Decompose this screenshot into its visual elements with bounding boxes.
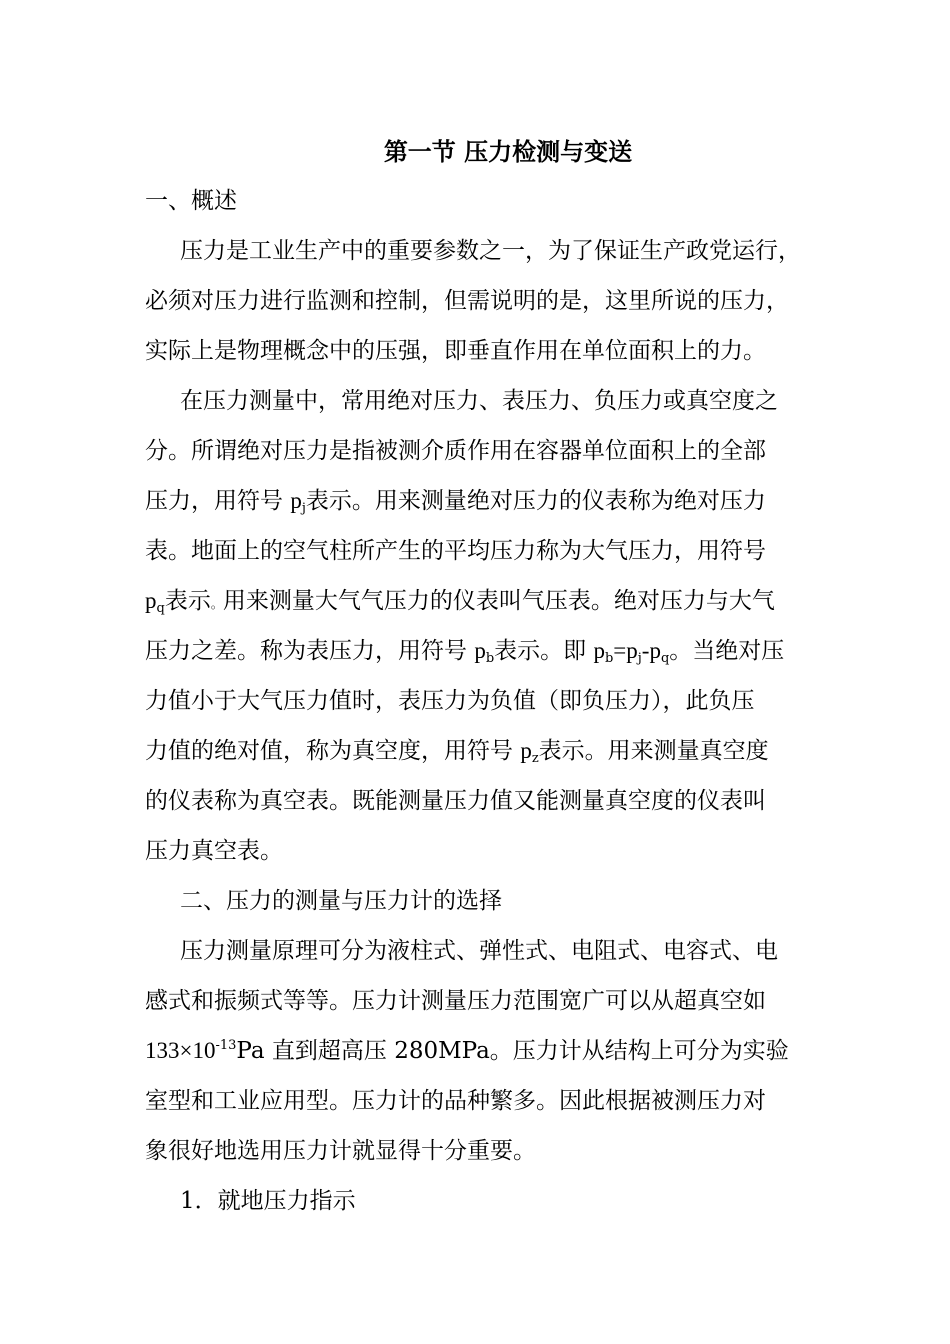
text-run: 表示 <box>164 588 211 614</box>
symbol-p: p <box>474 638 486 663</box>
paragraph-line: 必须对压力进行监测和控制，但需说明的是，这里所说的压力， <box>145 288 789 314</box>
paragraph-line <box>145 626 825 676</box>
text-run: 力值的绝对值，称为真空度，用符号 <box>145 738 521 764</box>
section-heading-measurement: 二、压力的测量与压力计的选择 <box>180 888 502 914</box>
paragraph-line: 象很好地选用压力计就显得十分重要。 <box>145 1138 536 1164</box>
paragraph-line: 分。所谓绝对压力是指被测介质作用在容器单位面积上的全部 <box>145 438 766 464</box>
paragraph-line: 在压力测量中，常用绝对压力、表压力、负压力或真空度之 <box>180 388 778 414</box>
subsection-heading-local-indication: 1．就地压力指示 <box>180 1188 356 1214</box>
subscript: j <box>637 651 642 666</box>
subscript: z <box>531 751 539 766</box>
symbol-p: p <box>520 738 532 763</box>
subscript: b <box>485 651 495 666</box>
paragraph-line: 压力是工业生产中的重要参数之一，为了保证生产政党运行， <box>180 238 801 264</box>
document-body <box>145 176 825 1226</box>
paragraph-line: 压力真空表。 <box>145 838 283 864</box>
paragraph-line <box>145 476 825 526</box>
text-run: 。当绝对压 <box>669 638 785 664</box>
paragraph-line: 实际上是物理概念中的压强，即垂直作用在单位面积上的力。 <box>145 338 766 364</box>
text-run: 133×10 <box>145 1038 216 1063</box>
section-heading-overview: 一、概述 <box>145 188 237 214</box>
paragraph-line: 的仪表称为真空表。既能测量压力值又能测量真空度的仪表叫 <box>145 788 766 814</box>
paragraph-line <box>145 576 825 626</box>
text-run: 表示。即 <box>494 638 594 664</box>
paragraph-line <box>145 1026 825 1076</box>
page-title: 第一节 压力检测与变送 <box>383 137 633 166</box>
paragraph-line: 表。地面上的空气柱所产生的平均压力称为大气压力，用符号 <box>145 538 766 564</box>
subscript: q <box>660 651 670 666</box>
text-run: 表示。用来测量绝对压力的仪表称为绝对压力 <box>305 488 766 514</box>
text-run: 用来测量大气气压力的仪表叫气压表。绝对压力与大气 <box>222 588 775 614</box>
paragraph-line: 感式和振频式等等。压力计测量压力范围宽广可以从超真空如 <box>145 988 766 1014</box>
formula-part: -p <box>641 638 661 663</box>
paragraph-line <box>145 726 825 776</box>
subscript: j <box>301 501 306 516</box>
text-run: Pa 直到超高压 280MPa。压力计从结构上可分为实验 <box>236 1038 789 1064</box>
subscript: q <box>156 601 165 616</box>
text-run: 压力之差。称为表压力，用符号 <box>145 638 475 664</box>
superscript: -13 <box>215 1038 237 1053</box>
paragraph-line: 力值小于大气压力值时，表压力为负值（即负压力），此负压 <box>145 688 755 714</box>
text-run: 压力，用符号 <box>145 488 291 514</box>
symbol-p: p <box>145 588 157 613</box>
formula-part: =p <box>613 638 638 663</box>
small-period: 。 <box>210 597 223 611</box>
paragraph-line: 室型和工业应用型。压力计的品种繁多。因此根据被测压力对 <box>145 1088 766 1114</box>
text-run: 表示。用来测量真空度 <box>538 738 769 764</box>
formula-part: p <box>593 638 605 663</box>
paragraph-line: 压力测量原理可分为液柱式、弹性式、电阻式、电容式、电 <box>180 938 778 964</box>
subscript: b <box>604 651 614 666</box>
symbol-p: p <box>290 488 302 513</box>
